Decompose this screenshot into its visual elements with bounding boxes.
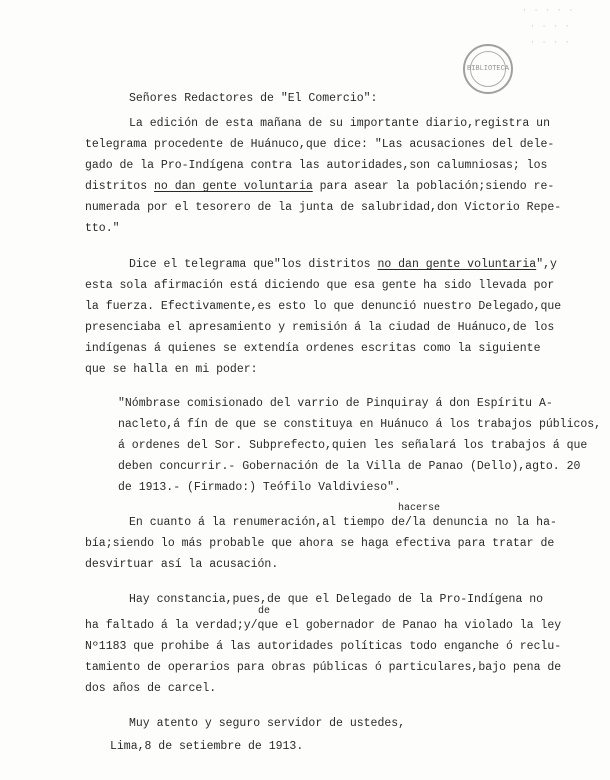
dateline: Lima,8 de setiembre de 1913. (110, 740, 304, 753)
text-line (129, 258, 557, 272)
text-line: esta sola afirmación está diciendo que esa gente ha sido llevada por (85, 279, 555, 292)
text-line: telegrama procedente de Huánuco,que dice: "Las acusaciones del dele- (85, 138, 555, 151)
text-segment: distritos (85, 180, 155, 193)
handwritten-insertion: hacerse (398, 503, 441, 514)
quote-line: á ordenes del Sor. Subprefecto,quien les señalará los trabajos á que (118, 439, 588, 452)
text-line: La edición de esta mañana de su importante diario,registra un (129, 117, 550, 130)
text-line: gado de la Pro-Indígena contra las autoridades,son calumniosas; los (85, 159, 548, 172)
text-line: desvirtuar así la acusación. (85, 558, 279, 571)
salutation: Señores Redactores de "El Comercio": (129, 92, 378, 105)
underlined-phrase: no dan gente voluntaria (154, 180, 313, 193)
text-segment: para asear la población;siendo re- (312, 180, 555, 193)
text-line: ha faltado á la verdad;y/que el gobernador de Panao ha violado la ley (85, 619, 562, 632)
underlined-phrase: no dan gente voluntaria (377, 258, 537, 271)
library-stamp (463, 44, 513, 94)
text-segment: Dice el telegrama que"los distritos (129, 258, 378, 271)
quote-line: de 1913.- (Firmado:) Teófilo Valdivieso". (118, 481, 401, 494)
marginal-mark: · · · · · (522, 6, 575, 15)
text-line: tamiento de operarios para obras públicas ó particulares,bajo pena de (85, 661, 562, 674)
marginal-mark: · · · · (530, 22, 571, 31)
stamp-text: BIBLIOTECA (467, 65, 510, 73)
text-line: numerada por el tesorero de la junta de salubridad,don Victorio Repe- (85, 201, 562, 214)
quote-line: deben concurrir.- Gobernación de la Villa de Panao (Dello),agto. 20 (118, 460, 581, 473)
handwritten-insertion: de (258, 606, 271, 617)
text-segment: ",y (536, 258, 557, 271)
quote-line: "Nómbrase comisionado del varrio de Pinquiray á don Espíritu A- (118, 397, 553, 410)
text-line: presenciaba el apresamiento y remisión á la ciudad de Huánuco,de los (85, 321, 555, 334)
text-line: indígenas á quienes se extendía ordenes escritas como la siguiente (85, 342, 541, 355)
text-line: Nº1183 que prohibe á las autoridades políticas todo enganche ó reclu- (85, 640, 562, 653)
text-line: la fuerza. Efectivamente,es esto lo que denunció nuestro Delegado,que (85, 300, 562, 313)
text-line (85, 180, 554, 194)
quote-line: nacleto,á fín de que se constituya en Huánuco á los trabajos públicos, (118, 418, 602, 431)
text-line: bía;siendo lo más probable que ahora se haga efectiva para tratar de (85, 537, 555, 550)
text-line: dos años de carcel. (85, 682, 217, 695)
text-line: tto." (85, 222, 120, 235)
closing: Muy atento y seguro servidor de ustedes, (129, 717, 406, 730)
text-line: En cuanto á la renumeración,al tiempo de/la denuncia no la ha- (129, 516, 557, 529)
text-line: Hay constancia,pues,de que el Delegado de la Pro-Indígena no (129, 593, 544, 606)
marginal-mark: · · · · (530, 38, 571, 47)
text-line: que se halla en mi poder: (85, 363, 258, 376)
